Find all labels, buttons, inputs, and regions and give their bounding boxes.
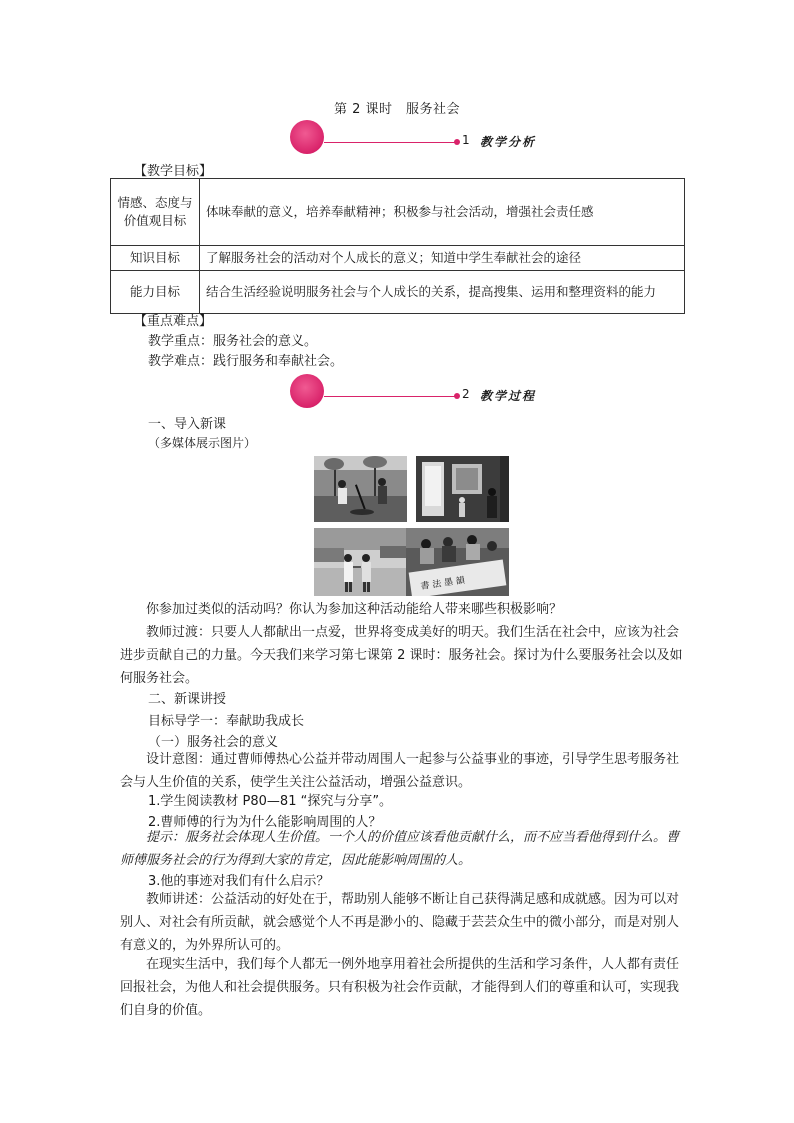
banner-line xyxy=(324,396,458,397)
page-title: 第 2 课时 服务社会 xyxy=(333,102,461,117)
intro-note: （多媒体展示图片） xyxy=(148,436,257,450)
svg-text:書 法 墨 韻: 書 法 墨 韻 xyxy=(420,575,466,593)
intro-heading: 一、导入新课 xyxy=(148,417,227,432)
design-intent: 设计意图：通过曹师傅热心公益并带动周围人一起参与公益事业的事迹，引导学生思考服务社会与人生价值的关系，使学生关注公益活动，增强公益意识。 xyxy=(120,752,680,790)
banner-label: 教学分析 xyxy=(480,135,537,149)
step-question-influence: 2.曹师傅的行为为什么能影响周围的人？ xyxy=(148,815,382,830)
banner-line xyxy=(324,142,458,143)
table-row xyxy=(111,179,685,246)
banner-dot-icon xyxy=(454,393,460,399)
table-key-cell: 情感、态度与价值观目标 xyxy=(111,179,200,246)
teacher-lecture: 教师讲述：公益活动的好处在于，帮助别人能够不断让自己获得满足感和成就感。因为可以对别人、对社会有所贡献，就会感觉个人不再是渺小的、隐藏于芸芸众生中的微小部分，而是对别人有意义的，为外界所认可的。 xyxy=(120,892,680,953)
tree-planting-photo xyxy=(314,456,407,522)
new-lesson-heading: 二、新课讲授 xyxy=(148,692,227,707)
hint-answer: 提示：服务社会体现人生价值。一个人的价值应该看他贡献什么，而不应当看他得到什么。曹师傅服务社会的行为得到大家的肯定，因此能影响周围的人。 xyxy=(120,830,680,868)
banner-dot-icon xyxy=(454,139,460,145)
teacher-transition: 教师过渡：只要人人都献出一点爱，世界将变成美好的明天。我们生活在社会中，应该为社会进步贡献自己的力量。今天我们来学习第七课第 2 课时：服务社会。探讨为什么要服务社会以及如何服务社会。 xyxy=(120,625,683,686)
banner-number: 2 xyxy=(462,387,470,401)
section-banner-analysis xyxy=(290,120,550,154)
table-value-cell: 了解服务社会的活动对个人成长的意义；知道中学生奉献社会的途径 xyxy=(200,246,685,271)
calligraphy-photo xyxy=(406,528,509,596)
table-row xyxy=(111,246,685,271)
question-activity: 你参加过类似的活动吗？你认为参加这种活动能给人带来哪些积极影响？ xyxy=(146,602,563,617)
table-value-cell: 结合生活经验说明服务社会与个人成长的关系，提高搜集、运用和整理资料的能力 xyxy=(200,271,685,314)
table-value-cell: 体味奉献的意义，培养奉献精神；积极参与社会活动，增强社会责任感 xyxy=(200,179,685,246)
subsection-meaning: （一）服务社会的意义 xyxy=(148,735,279,750)
banner-label: 教学过程 xyxy=(480,389,537,403)
table-row xyxy=(111,271,685,314)
table-key-cell: 知识目标 xyxy=(111,246,200,271)
pink-circle-icon xyxy=(290,120,324,154)
exhibition-photo xyxy=(416,456,509,522)
goal-guide-heading: 目标导学一：奉献助我成长 xyxy=(148,714,305,729)
key-points-heading: 【重点难点】 xyxy=(134,314,213,329)
pink-circle-icon xyxy=(290,374,324,408)
closing-paragraph: 在现实生活中，我们每个人都无一例外地享用着社会所提供的生活和学习条件，人人都有责任回报社会，为他人和社会提供服务。只有积极为社会作贡献，才能得到人们的尊重和认可，实现我们自身的价值。 xyxy=(120,957,680,1018)
section-banner-process xyxy=(290,374,550,408)
traffic-volunteer-photo xyxy=(314,528,407,596)
banner-number: 1 xyxy=(462,133,470,147)
goals-heading: 【教学目标】 xyxy=(134,164,213,179)
teaching-difficulty: 教学难点：践行服务和奉献社会。 xyxy=(148,354,344,369)
step-question-inspiration: 3.他的事迹对我们有什么启示？ xyxy=(148,874,330,889)
teaching-focus: 教学重点：服务社会的意义。 xyxy=(148,334,318,349)
step-read-textbook: 1.学生阅读教材 P80—81 “探究与分享”。 xyxy=(148,794,393,809)
teaching-goals-table xyxy=(110,178,685,314)
table-key-cell: 能力目标 xyxy=(111,271,200,314)
